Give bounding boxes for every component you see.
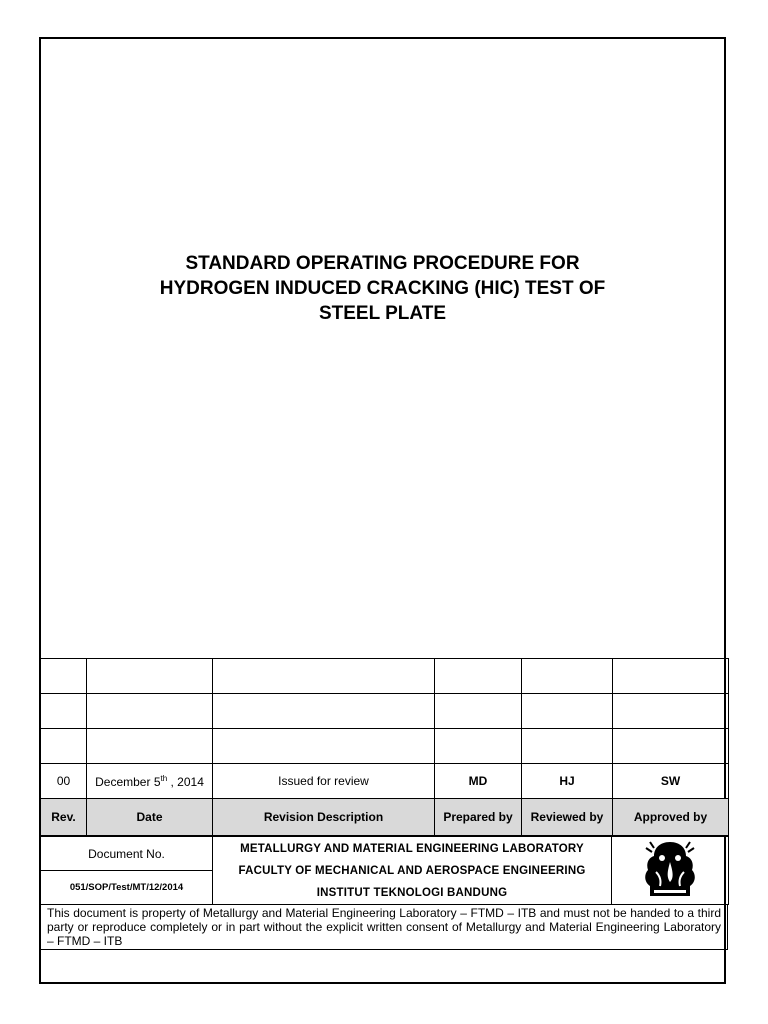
cell xyxy=(435,729,522,764)
cell xyxy=(613,659,729,694)
faculty-name: FACULTY OF MECHANICAL AND AEROSPACE ENGINEERING xyxy=(238,864,586,877)
header-date: Date xyxy=(87,799,213,836)
cell xyxy=(41,659,87,694)
revision-row-00 xyxy=(41,764,729,799)
description-cell: Issued for review xyxy=(213,764,435,799)
rev-cell: 00 xyxy=(41,764,87,799)
cell xyxy=(522,694,613,729)
institute-name: INSTITUT TEKNOLOGI BANDUNG xyxy=(316,886,508,899)
title-line-1: STANDARD OPERATING PROCEDURE FOR xyxy=(185,253,580,274)
revision-row-blank xyxy=(41,729,729,764)
revision-table xyxy=(40,658,729,836)
cell xyxy=(213,694,435,729)
date-ordinal: th xyxy=(160,773,168,783)
date-year: , 2014 xyxy=(167,774,204,789)
cell xyxy=(522,729,613,764)
cell xyxy=(213,659,435,694)
header-prepared-by: Prepared by xyxy=(435,799,522,836)
logo-cell xyxy=(612,837,729,905)
date-cell xyxy=(87,764,213,799)
cell xyxy=(87,729,213,764)
ownership-notice: This document is property of Metallurgy and Material Engineering Laboratory – FTMD – ITB and must not be handed to a third party or reproduce completely or in part without the explicit written consent of Metallurgy and Material Engineering Laboratory – FTMD – ITB xyxy=(40,904,728,950)
itb-ganesha-logo-icon xyxy=(640,838,700,900)
document-no-label: Document No. xyxy=(41,837,213,871)
cell xyxy=(435,659,522,694)
header-approved-by: Approved by xyxy=(613,799,729,836)
revision-row-blank xyxy=(41,694,729,729)
lab-name-block xyxy=(213,837,612,905)
prepared-by-cell: MD xyxy=(435,764,522,799)
revision-row-blank xyxy=(41,659,729,694)
cell xyxy=(87,694,213,729)
approved-by-cell: SW xyxy=(613,764,729,799)
document-title xyxy=(39,251,726,326)
header-description: Revision Description xyxy=(213,799,435,836)
document-info-table xyxy=(40,836,729,905)
cell xyxy=(41,694,87,729)
cell xyxy=(613,729,729,764)
revision-header-row xyxy=(41,799,729,836)
cell xyxy=(213,729,435,764)
title-line-3: STEEL PLATE xyxy=(318,303,447,324)
cell xyxy=(41,729,87,764)
title-line-2: HYDROGEN INDUCED CRACKING (HIC) TEST OF xyxy=(159,278,606,299)
document-number: 051/SOP/Test/MT/12/2014 xyxy=(41,871,213,905)
date-text: December 5 xyxy=(95,774,161,789)
cell xyxy=(613,694,729,729)
cell xyxy=(522,659,613,694)
header-rev: Rev. xyxy=(41,799,87,836)
header-reviewed-by: Reviewed by xyxy=(522,799,613,836)
reviewed-by-cell: HJ xyxy=(522,764,613,799)
cell xyxy=(435,694,522,729)
lab-name: METALLURGY AND MATERIAL ENGINEERING LABORATORY xyxy=(240,842,584,855)
cell xyxy=(87,659,213,694)
